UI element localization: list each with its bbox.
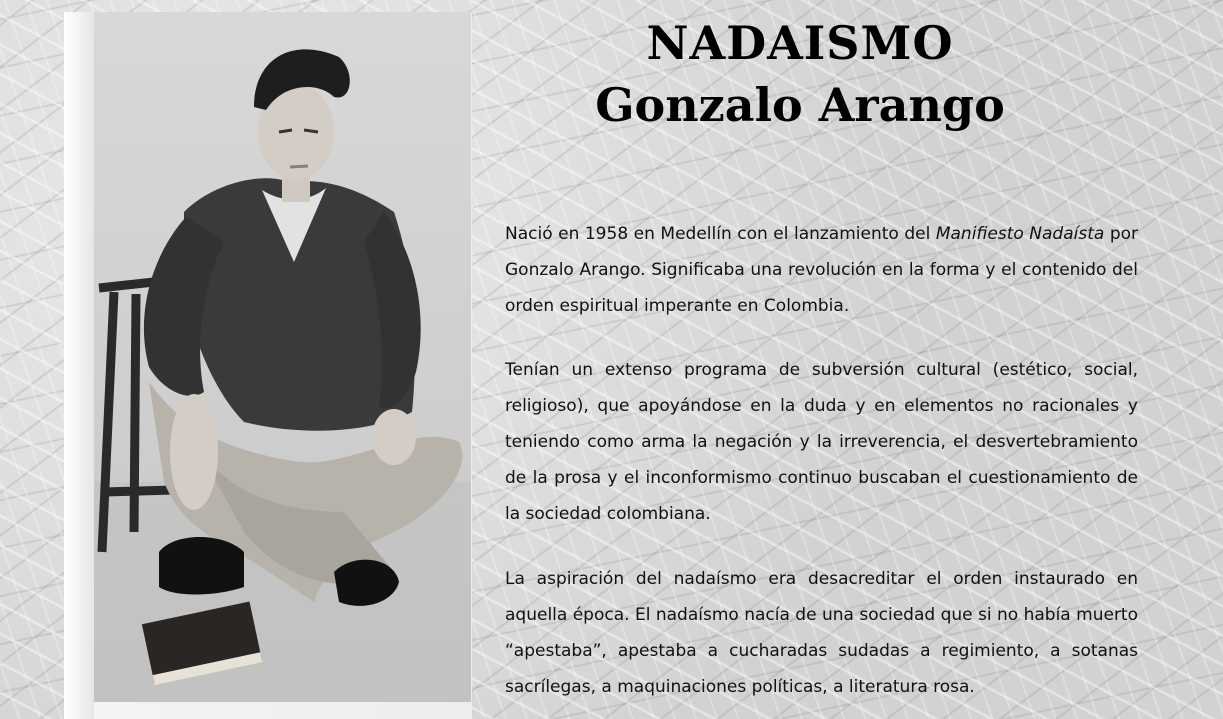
- paragraph-3: La aspiración del nadaísmo era desacreditar el orden instaurado en aquella época. El nadaísmo nacía de una sociedad que si no había muerto “apestaba”, apestaba a cucharadas sudadas a regimiento, a sotanas sacrílegas, a maquinaciones políticas, a literatura rosa.: [505, 569, 1138, 697]
- paragraph-2: Tenían un extenso programa de subversión cultural (estético, social, religioso), que apoyándose en la duda y en elementos no racionales y teniendo como arma la negación y la irreverencia, el desvertebramiento de la prosa y el inconformismo continuo buscaban el cuestionamiento de la sociedad colombiana.: [505, 360, 1138, 524]
- page-subtitle: Gonzalo Arango: [595, 78, 1005, 132]
- paragraph-1-text-a: Nació en 1958 en Medellín con el lanzamiento del: [505, 224, 936, 244]
- paragraph-1-text-b: por Gonzalo Arango. Significaba una revolución en la forma y el contenido del orden espiritual imperante en Colombia.: [505, 224, 1138, 316]
- manifesto-title: Manifiesto Nadaísta: [935, 224, 1105, 244]
- photo-frame-edge: [64, 12, 94, 719]
- page-title: NADAISMO: [646, 16, 954, 70]
- portrait-illustration: [94, 12, 471, 702]
- paragraph-1: [505, 216, 1138, 324]
- portrait-photo: [94, 12, 471, 702]
